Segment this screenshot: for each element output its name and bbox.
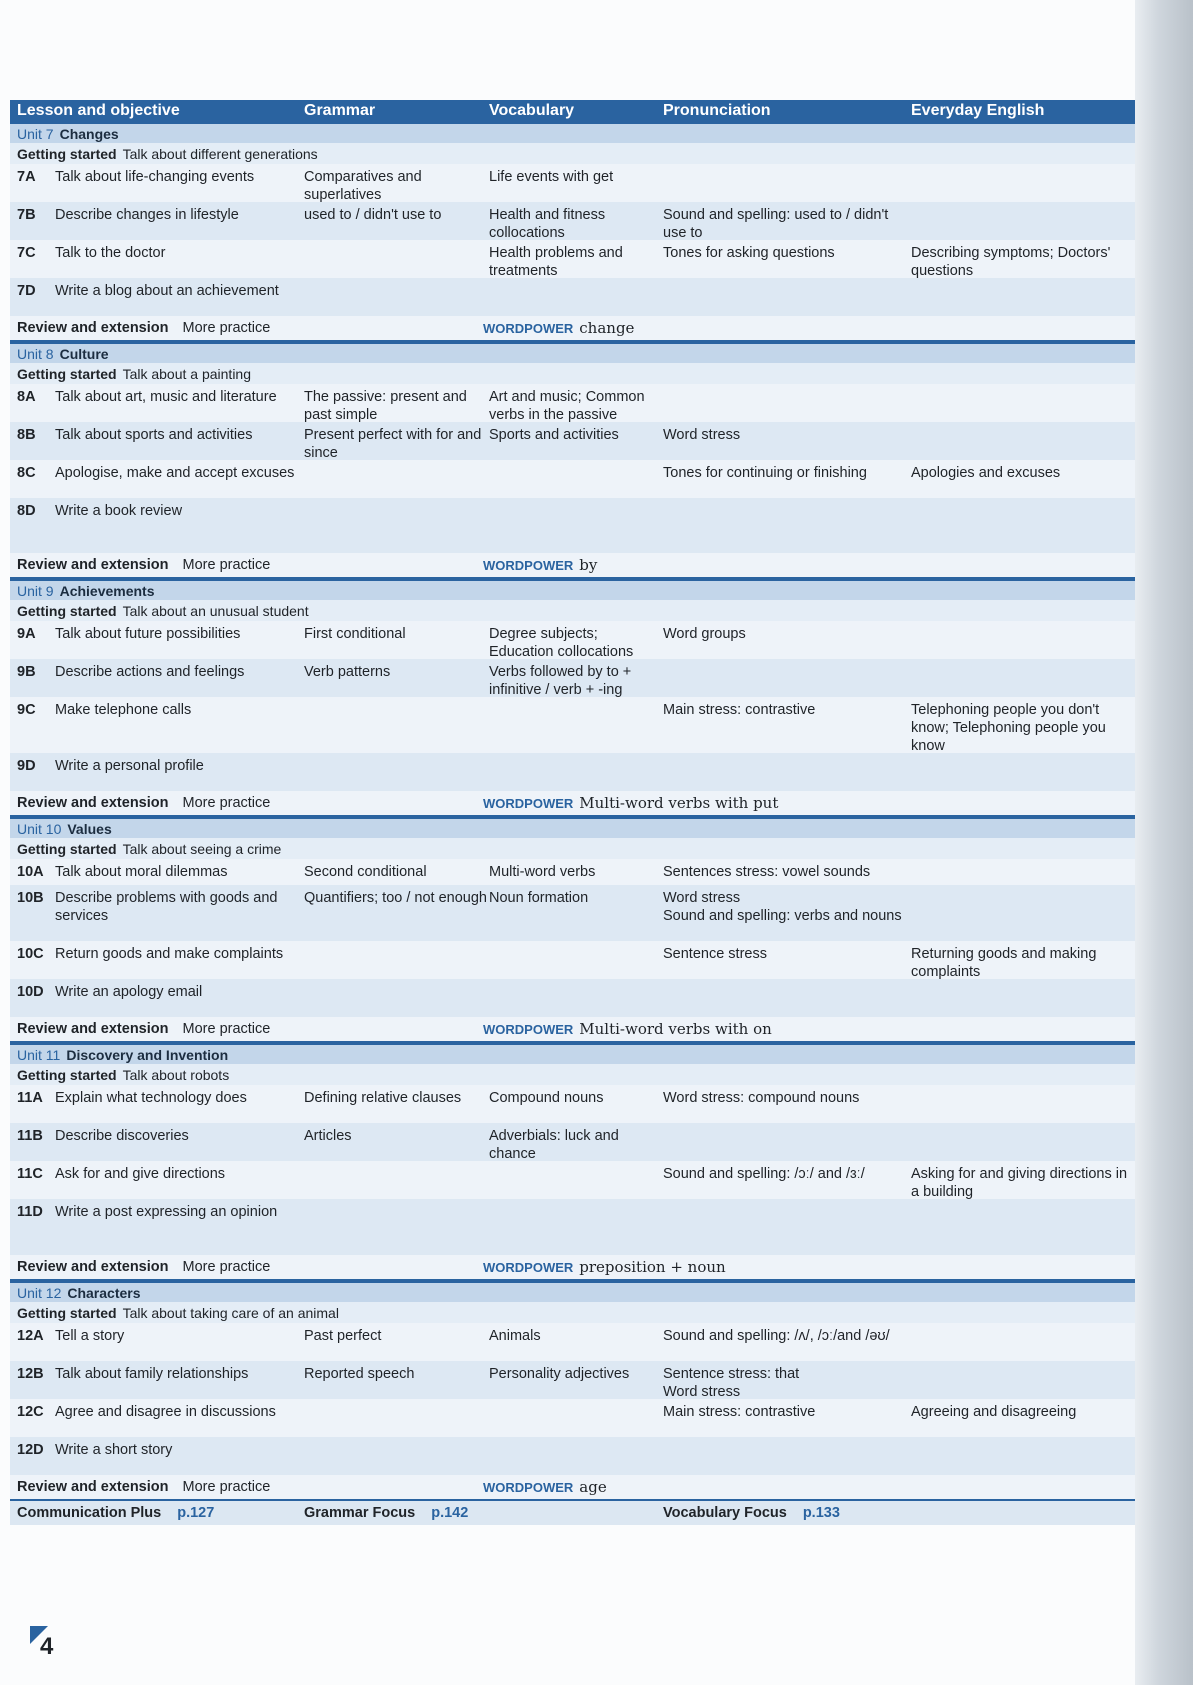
review-label: Review and extension bbox=[17, 557, 169, 573]
lesson-objective: Talk about art, music and literature bbox=[55, 389, 277, 405]
lesson-everyday bbox=[911, 388, 1135, 422]
lesson-grammar: First conditional bbox=[304, 626, 406, 642]
lesson-code: 9B bbox=[17, 664, 36, 680]
lesson-row bbox=[10, 859, 1135, 885]
lesson-everyday bbox=[911, 206, 1135, 240]
lesson-everyday: Describing symptoms; Doctors' questions bbox=[911, 245, 1111, 279]
vocab-focus-page: p.133 bbox=[802, 1505, 840, 1521]
lesson-objective: Describe changes in lifestyle bbox=[55, 207, 239, 223]
lesson-pronunciation: Word groups bbox=[663, 626, 746, 642]
lesson-objective: Describe discoveries bbox=[55, 1128, 189, 1144]
lesson-code: 8A bbox=[17, 389, 36, 405]
lesson-grammar bbox=[304, 1165, 489, 1199]
getting-started-text: Talk about an unusual student bbox=[122, 602, 309, 619]
lesson-everyday bbox=[911, 1441, 1135, 1475]
lesson-pronunciation: Main stress: contrastive bbox=[663, 1404, 816, 1420]
lesson-grammar: Second conditional bbox=[304, 864, 427, 880]
lesson-pronunciation: Word stress bbox=[663, 427, 741, 443]
lesson-grammar: Reported speech bbox=[304, 1366, 415, 1382]
lesson-code: 7B bbox=[17, 207, 36, 223]
unit-section bbox=[10, 122, 1135, 342]
lesson-objective: Talk about moral dilemmas bbox=[55, 864, 228, 880]
lesson-objective: Ask for and give directions bbox=[55, 1166, 226, 1182]
wordpower-word: Multi-word verbs with put bbox=[579, 794, 779, 812]
unit-name: Discovery and Invention bbox=[66, 1046, 229, 1063]
more-practice-label: More practice bbox=[182, 320, 271, 336]
getting-started-label: Getting started bbox=[17, 145, 117, 162]
lesson-pronunciation bbox=[663, 388, 911, 422]
lesson-code: 12A bbox=[17, 1328, 44, 1344]
lesson-objective: Write a personal profile bbox=[55, 758, 204, 774]
review-label: Review and extension bbox=[17, 1479, 169, 1495]
lesson-row bbox=[10, 697, 1135, 753]
lesson-vocabulary bbox=[489, 983, 663, 1017]
unit-title-row bbox=[10, 1043, 1135, 1064]
lesson-vocabulary: Compound nouns bbox=[489, 1090, 604, 1106]
lesson-vocabulary: Adverbials: luck and chance bbox=[489, 1128, 619, 1162]
lesson-code: 11D bbox=[17, 1204, 43, 1220]
more-practice-label: More practice bbox=[182, 557, 271, 573]
grammar-focus-page: p.142 bbox=[431, 1505, 469, 1521]
lesson-objective: Explain what technology does bbox=[55, 1090, 247, 1106]
lesson-grammar bbox=[304, 983, 489, 1017]
lesson-row bbox=[10, 1161, 1135, 1199]
lesson-vocabulary bbox=[489, 282, 663, 316]
lesson-vocabulary bbox=[489, 757, 663, 791]
lesson-everyday bbox=[911, 1127, 1135, 1161]
getting-started-label: Getting started bbox=[17, 602, 117, 619]
lesson-everyday bbox=[911, 983, 1135, 1017]
lesson-objective: Talk about life-changing events bbox=[55, 169, 255, 185]
review-row bbox=[10, 316, 1135, 342]
lesson-code: 10A bbox=[17, 864, 44, 880]
lesson-grammar bbox=[304, 502, 489, 553]
lesson-grammar: The passive: present and past simple bbox=[304, 389, 467, 423]
wordpower-word: change bbox=[579, 319, 635, 337]
lesson-vocabulary bbox=[489, 1441, 663, 1475]
lesson-pronunciation: Sentences stress: vowel sounds bbox=[663, 864, 871, 880]
lesson-code: 7C bbox=[17, 245, 36, 261]
lesson-objective: Talk about future possibilities bbox=[55, 626, 241, 642]
lesson-code: 8D bbox=[17, 503, 36, 519]
lesson-objective: Talk about family relationships bbox=[55, 1366, 249, 1382]
lesson-pronunciation bbox=[663, 663, 911, 697]
unit-title-row bbox=[10, 1281, 1135, 1302]
header-lesson: Lesson and objective bbox=[17, 102, 180, 119]
lesson-grammar: Defining relative clauses bbox=[304, 1090, 462, 1106]
lesson-row bbox=[10, 885, 1135, 941]
lesson-everyday bbox=[911, 502, 1135, 553]
wordpower-label: WORDPOWER bbox=[483, 321, 574, 336]
getting-started-row bbox=[10, 1302, 1135, 1323]
getting-started-row bbox=[10, 143, 1135, 164]
lesson-code: 11B bbox=[17, 1128, 43, 1144]
wordpower-label: WORDPOWER bbox=[483, 1022, 574, 1037]
lesson-everyday bbox=[911, 1365, 1135, 1399]
lesson-vocabulary: Art and music; Common verbs in the passive bbox=[489, 389, 645, 423]
unit-number: Unit 9 bbox=[17, 582, 54, 599]
footer-row bbox=[10, 1501, 1135, 1525]
review-label: Review and extension bbox=[17, 1021, 169, 1037]
lesson-vocabulary: Health problems and treatments bbox=[489, 245, 623, 279]
lesson-row bbox=[10, 278, 1135, 316]
lesson-grammar bbox=[304, 945, 489, 979]
lesson-code: 10B bbox=[17, 890, 44, 906]
unit-name: Culture bbox=[59, 345, 109, 362]
lesson-row bbox=[10, 1399, 1135, 1437]
getting-started-label: Getting started bbox=[17, 840, 117, 857]
lesson-pronunciation: Main stress: contrastive bbox=[663, 702, 816, 718]
page-number: 4 bbox=[40, 1633, 54, 1660]
lesson-everyday bbox=[911, 282, 1135, 316]
lesson-pronunciation bbox=[663, 168, 911, 202]
getting-started-text: Talk about robots bbox=[122, 1066, 230, 1083]
lesson-grammar: Verb patterns bbox=[304, 664, 391, 680]
wordpower-word: Multi-word verbs with on bbox=[579, 1020, 772, 1038]
lesson-objective: Write a post expressing an opinion bbox=[55, 1204, 278, 1220]
unit-name: Achievements bbox=[59, 582, 155, 599]
vocab-focus-label: Vocabulary Focus bbox=[663, 1505, 787, 1521]
lesson-code: 7D bbox=[17, 283, 36, 299]
lesson-pronunciation: Sentence stress: that Word stress bbox=[663, 1366, 800, 1400]
lesson-row bbox=[10, 384, 1135, 422]
more-practice-label: More practice bbox=[182, 1479, 271, 1495]
lesson-everyday: Returning goods and making complaints bbox=[911, 946, 1097, 980]
unit-title-row bbox=[10, 579, 1135, 600]
lesson-grammar bbox=[304, 1403, 489, 1437]
lesson-vocabulary: Health and fitness collocations bbox=[489, 207, 606, 241]
lesson-row bbox=[10, 1199, 1135, 1255]
lesson-code: 10C bbox=[17, 946, 44, 962]
lesson-everyday bbox=[911, 1327, 1135, 1361]
getting-started-text: Talk about seeing a crime bbox=[122, 840, 282, 857]
lesson-everyday bbox=[911, 663, 1135, 697]
lesson-objective: Return goods and make complaints bbox=[55, 946, 284, 962]
lesson-pronunciation bbox=[663, 502, 911, 553]
lesson-grammar bbox=[304, 244, 489, 278]
lesson-vocabulary: Multi-word verbs bbox=[489, 864, 596, 880]
lesson-pronunciation bbox=[663, 282, 911, 316]
comm-page: p.127 bbox=[177, 1505, 215, 1521]
lesson-everyday: Apologies and excuses bbox=[911, 465, 1061, 481]
lesson-code: 8B bbox=[17, 427, 36, 443]
lesson-objective: Apologise, make and accept excuses bbox=[55, 465, 295, 481]
getting-started-row bbox=[10, 838, 1135, 859]
lesson-row bbox=[10, 941, 1135, 979]
review-row bbox=[10, 1475, 1135, 1501]
review-label: Review and extension bbox=[17, 320, 169, 336]
header-everyday: Everyday English bbox=[911, 102, 1045, 119]
unit-number: Unit 8 bbox=[17, 345, 54, 362]
unit-name: Characters bbox=[67, 1284, 141, 1301]
getting-started-label: Getting started bbox=[17, 1066, 117, 1083]
comm-label: Communication Plus bbox=[17, 1505, 162, 1521]
unit-section bbox=[10, 342, 1135, 579]
lesson-pronunciation: Tones for asking questions bbox=[663, 245, 835, 261]
getting-started-text: Talk about different generations bbox=[122, 145, 318, 162]
lesson-grammar: Present perfect with for and since bbox=[304, 427, 482, 461]
getting-started-row bbox=[10, 363, 1135, 384]
lesson-code: 8C bbox=[17, 465, 36, 481]
lesson-grammar: Articles bbox=[304, 1128, 352, 1144]
lesson-vocabulary: Sports and activities bbox=[489, 427, 619, 443]
lesson-row bbox=[10, 202, 1135, 240]
lesson-vocabulary bbox=[489, 1403, 663, 1437]
review-row bbox=[10, 1255, 1135, 1281]
unit-title-row bbox=[10, 817, 1135, 838]
unit-number: Unit 7 bbox=[17, 125, 54, 142]
lesson-vocabulary bbox=[489, 1203, 663, 1255]
lesson-grammar bbox=[304, 282, 489, 316]
wordpower-label: WORDPOWER bbox=[483, 1480, 574, 1495]
lesson-objective: Make telephone calls bbox=[55, 702, 192, 718]
getting-started-row bbox=[10, 600, 1135, 621]
lesson-objective: Write an apology email bbox=[55, 984, 203, 1000]
wordpower-word: preposition + noun bbox=[579, 1258, 726, 1276]
lesson-code: 11A bbox=[17, 1090, 43, 1106]
lesson-everyday bbox=[911, 168, 1135, 202]
lesson-vocabulary: Degree subjects; Education collocations bbox=[489, 626, 634, 660]
lesson-pronunciation: Word stress Sound and spelling: verbs and nouns bbox=[663, 890, 902, 924]
wordpower-label: WORDPOWER bbox=[483, 1260, 574, 1275]
lesson-objective: Write a book review bbox=[55, 503, 183, 519]
lesson-code: 12D bbox=[17, 1442, 44, 1458]
lesson-pronunciation: Sentence stress bbox=[663, 946, 767, 962]
wordpower-label: WORDPOWER bbox=[483, 558, 574, 573]
wordpower-word: age bbox=[579, 1478, 607, 1496]
lesson-pronunciation bbox=[663, 1441, 911, 1475]
lesson-grammar: Past perfect bbox=[304, 1328, 382, 1344]
lesson-row bbox=[10, 164, 1135, 202]
wordpower-label: WORDPOWER bbox=[483, 796, 574, 811]
lesson-objective: Talk about sports and activities bbox=[55, 427, 253, 443]
wordpower-word: by bbox=[579, 556, 598, 574]
getting-started-text: Talk about a painting bbox=[122, 365, 252, 382]
lesson-code: 11C bbox=[17, 1166, 43, 1182]
lesson-row bbox=[10, 498, 1135, 553]
lesson-grammar bbox=[304, 1203, 489, 1255]
lesson-everyday bbox=[911, 863, 1135, 885]
lesson-pronunciation: Sound and spelling: /ʌ/, /ɔː/and /əʊ/ bbox=[663, 1328, 890, 1344]
lesson-pronunciation bbox=[663, 983, 911, 1017]
lesson-everyday bbox=[911, 757, 1135, 791]
lesson-objective: Write a short story bbox=[55, 1442, 173, 1458]
lesson-code: 9D bbox=[17, 758, 36, 774]
lesson-code: 12C bbox=[17, 1404, 44, 1420]
review-row bbox=[10, 1017, 1135, 1043]
lesson-vocabulary bbox=[489, 701, 663, 753]
lesson-row bbox=[10, 621, 1135, 659]
lesson-vocabulary: Life events with get bbox=[489, 169, 614, 185]
review-row bbox=[10, 791, 1135, 817]
unit-title-row bbox=[10, 122, 1135, 143]
lesson-everyday bbox=[911, 889, 1135, 941]
lesson-row bbox=[10, 1323, 1135, 1361]
lesson-code: 10D bbox=[17, 984, 44, 1000]
getting-started-label: Getting started bbox=[17, 1304, 117, 1321]
getting-started-row bbox=[10, 1064, 1135, 1085]
lesson-row bbox=[10, 753, 1135, 791]
lesson-grammar bbox=[304, 464, 489, 498]
lesson-row bbox=[10, 1361, 1135, 1399]
getting-started-label: Getting started bbox=[17, 365, 117, 382]
grammar-focus-label: Grammar Focus bbox=[304, 1505, 416, 1521]
getting-started-text: Talk about taking care of an animal bbox=[122, 1304, 339, 1321]
lesson-row bbox=[10, 659, 1135, 697]
lesson-everyday: Asking for and giving directions in a building bbox=[911, 1166, 1128, 1200]
lesson-vocabulary: Animals bbox=[489, 1328, 541, 1344]
lesson-everyday bbox=[911, 625, 1135, 659]
lesson-grammar bbox=[304, 1441, 489, 1475]
lesson-row bbox=[10, 422, 1135, 460]
lesson-objective: Describe actions and feelings bbox=[55, 664, 245, 680]
unit-number: Unit 10 bbox=[17, 820, 62, 837]
unit-number: Unit 12 bbox=[17, 1284, 62, 1301]
lesson-grammar: Quantifiers; too / not enough bbox=[304, 890, 487, 906]
lesson-row bbox=[10, 1123, 1135, 1161]
lesson-grammar: used to / didn't use to bbox=[304, 207, 442, 223]
review-label: Review and extension bbox=[17, 1259, 169, 1275]
lesson-pronunciation bbox=[663, 1127, 911, 1161]
lesson-objective: Write a blog about an achievement bbox=[55, 283, 279, 299]
lesson-everyday: Telephoning people you don't know; Telephoning people you know bbox=[911, 702, 1106, 754]
header-vocabulary: Vocabulary bbox=[489, 102, 575, 119]
lesson-code: 7A bbox=[17, 169, 36, 185]
lesson-vocabulary bbox=[489, 1165, 663, 1199]
lesson-pronunciation bbox=[663, 757, 911, 791]
header-grammar: Grammar bbox=[304, 102, 376, 119]
header-pronunciation: Pronunciation bbox=[663, 102, 771, 119]
unit-section bbox=[10, 1281, 1135, 1501]
lesson-row bbox=[10, 1085, 1135, 1123]
review-row bbox=[10, 553, 1135, 579]
lesson-vocabulary: Verbs followed by to + infinitive / verb + -ing bbox=[489, 664, 632, 698]
lesson-grammar bbox=[304, 757, 489, 791]
page-edge bbox=[1135, 0, 1193, 1685]
unit-section bbox=[10, 817, 1135, 1043]
lesson-pronunciation: Sound and spelling: /ɔː/ and /ɜː/ bbox=[663, 1166, 865, 1182]
unit-section bbox=[10, 1043, 1135, 1281]
table-header bbox=[10, 100, 1135, 122]
unit-number: Unit 11 bbox=[17, 1046, 61, 1063]
lesson-grammar bbox=[304, 701, 489, 753]
lesson-everyday bbox=[911, 426, 1135, 460]
lesson-objective: Talk to the doctor bbox=[55, 245, 166, 261]
lesson-row bbox=[10, 979, 1135, 1017]
lesson-vocabulary bbox=[489, 502, 663, 553]
lesson-objective: Tell a story bbox=[55, 1328, 125, 1344]
lesson-vocabulary bbox=[489, 945, 663, 979]
lesson-everyday bbox=[911, 1089, 1135, 1123]
lesson-code: 9A bbox=[17, 626, 36, 642]
lesson-pronunciation: Tones for continuing or finishing bbox=[663, 465, 867, 481]
units bbox=[10, 122, 1135, 1501]
more-practice-label: More practice bbox=[182, 795, 271, 811]
unit-section bbox=[10, 579, 1135, 817]
unit-name: Changes bbox=[59, 125, 119, 142]
lesson-everyday: Agreeing and disagreeing bbox=[911, 1404, 1077, 1420]
lesson-code: 12B bbox=[17, 1366, 44, 1382]
unit-title-row bbox=[10, 342, 1135, 363]
contents-table bbox=[10, 100, 1135, 1525]
lesson-row bbox=[10, 240, 1135, 278]
lesson-vocabulary bbox=[489, 464, 663, 498]
more-practice-label: More practice bbox=[182, 1021, 271, 1037]
lesson-objective: Describe problems with goods and services bbox=[55, 890, 278, 924]
lesson-pronunciation: Sound and spelling: used to / didn't use to bbox=[663, 207, 889, 241]
lesson-grammar: Comparatives and superlatives bbox=[304, 169, 422, 203]
lesson-vocabulary: Noun formation bbox=[489, 890, 589, 906]
lesson-code: 9C bbox=[17, 702, 36, 718]
lesson-objective: Agree and disagree in discussions bbox=[55, 1404, 276, 1420]
lesson-everyday bbox=[911, 1203, 1135, 1255]
more-practice-label: More practice bbox=[182, 1259, 271, 1275]
lesson-pronunciation bbox=[663, 1203, 911, 1255]
unit-name: Values bbox=[67, 820, 112, 837]
lesson-vocabulary: Personality adjectives bbox=[489, 1366, 630, 1382]
review-label: Review and extension bbox=[17, 795, 169, 811]
lesson-pronunciation: Word stress: compound nouns bbox=[663, 1090, 860, 1106]
lesson-row bbox=[10, 1437, 1135, 1475]
lesson-row bbox=[10, 460, 1135, 498]
